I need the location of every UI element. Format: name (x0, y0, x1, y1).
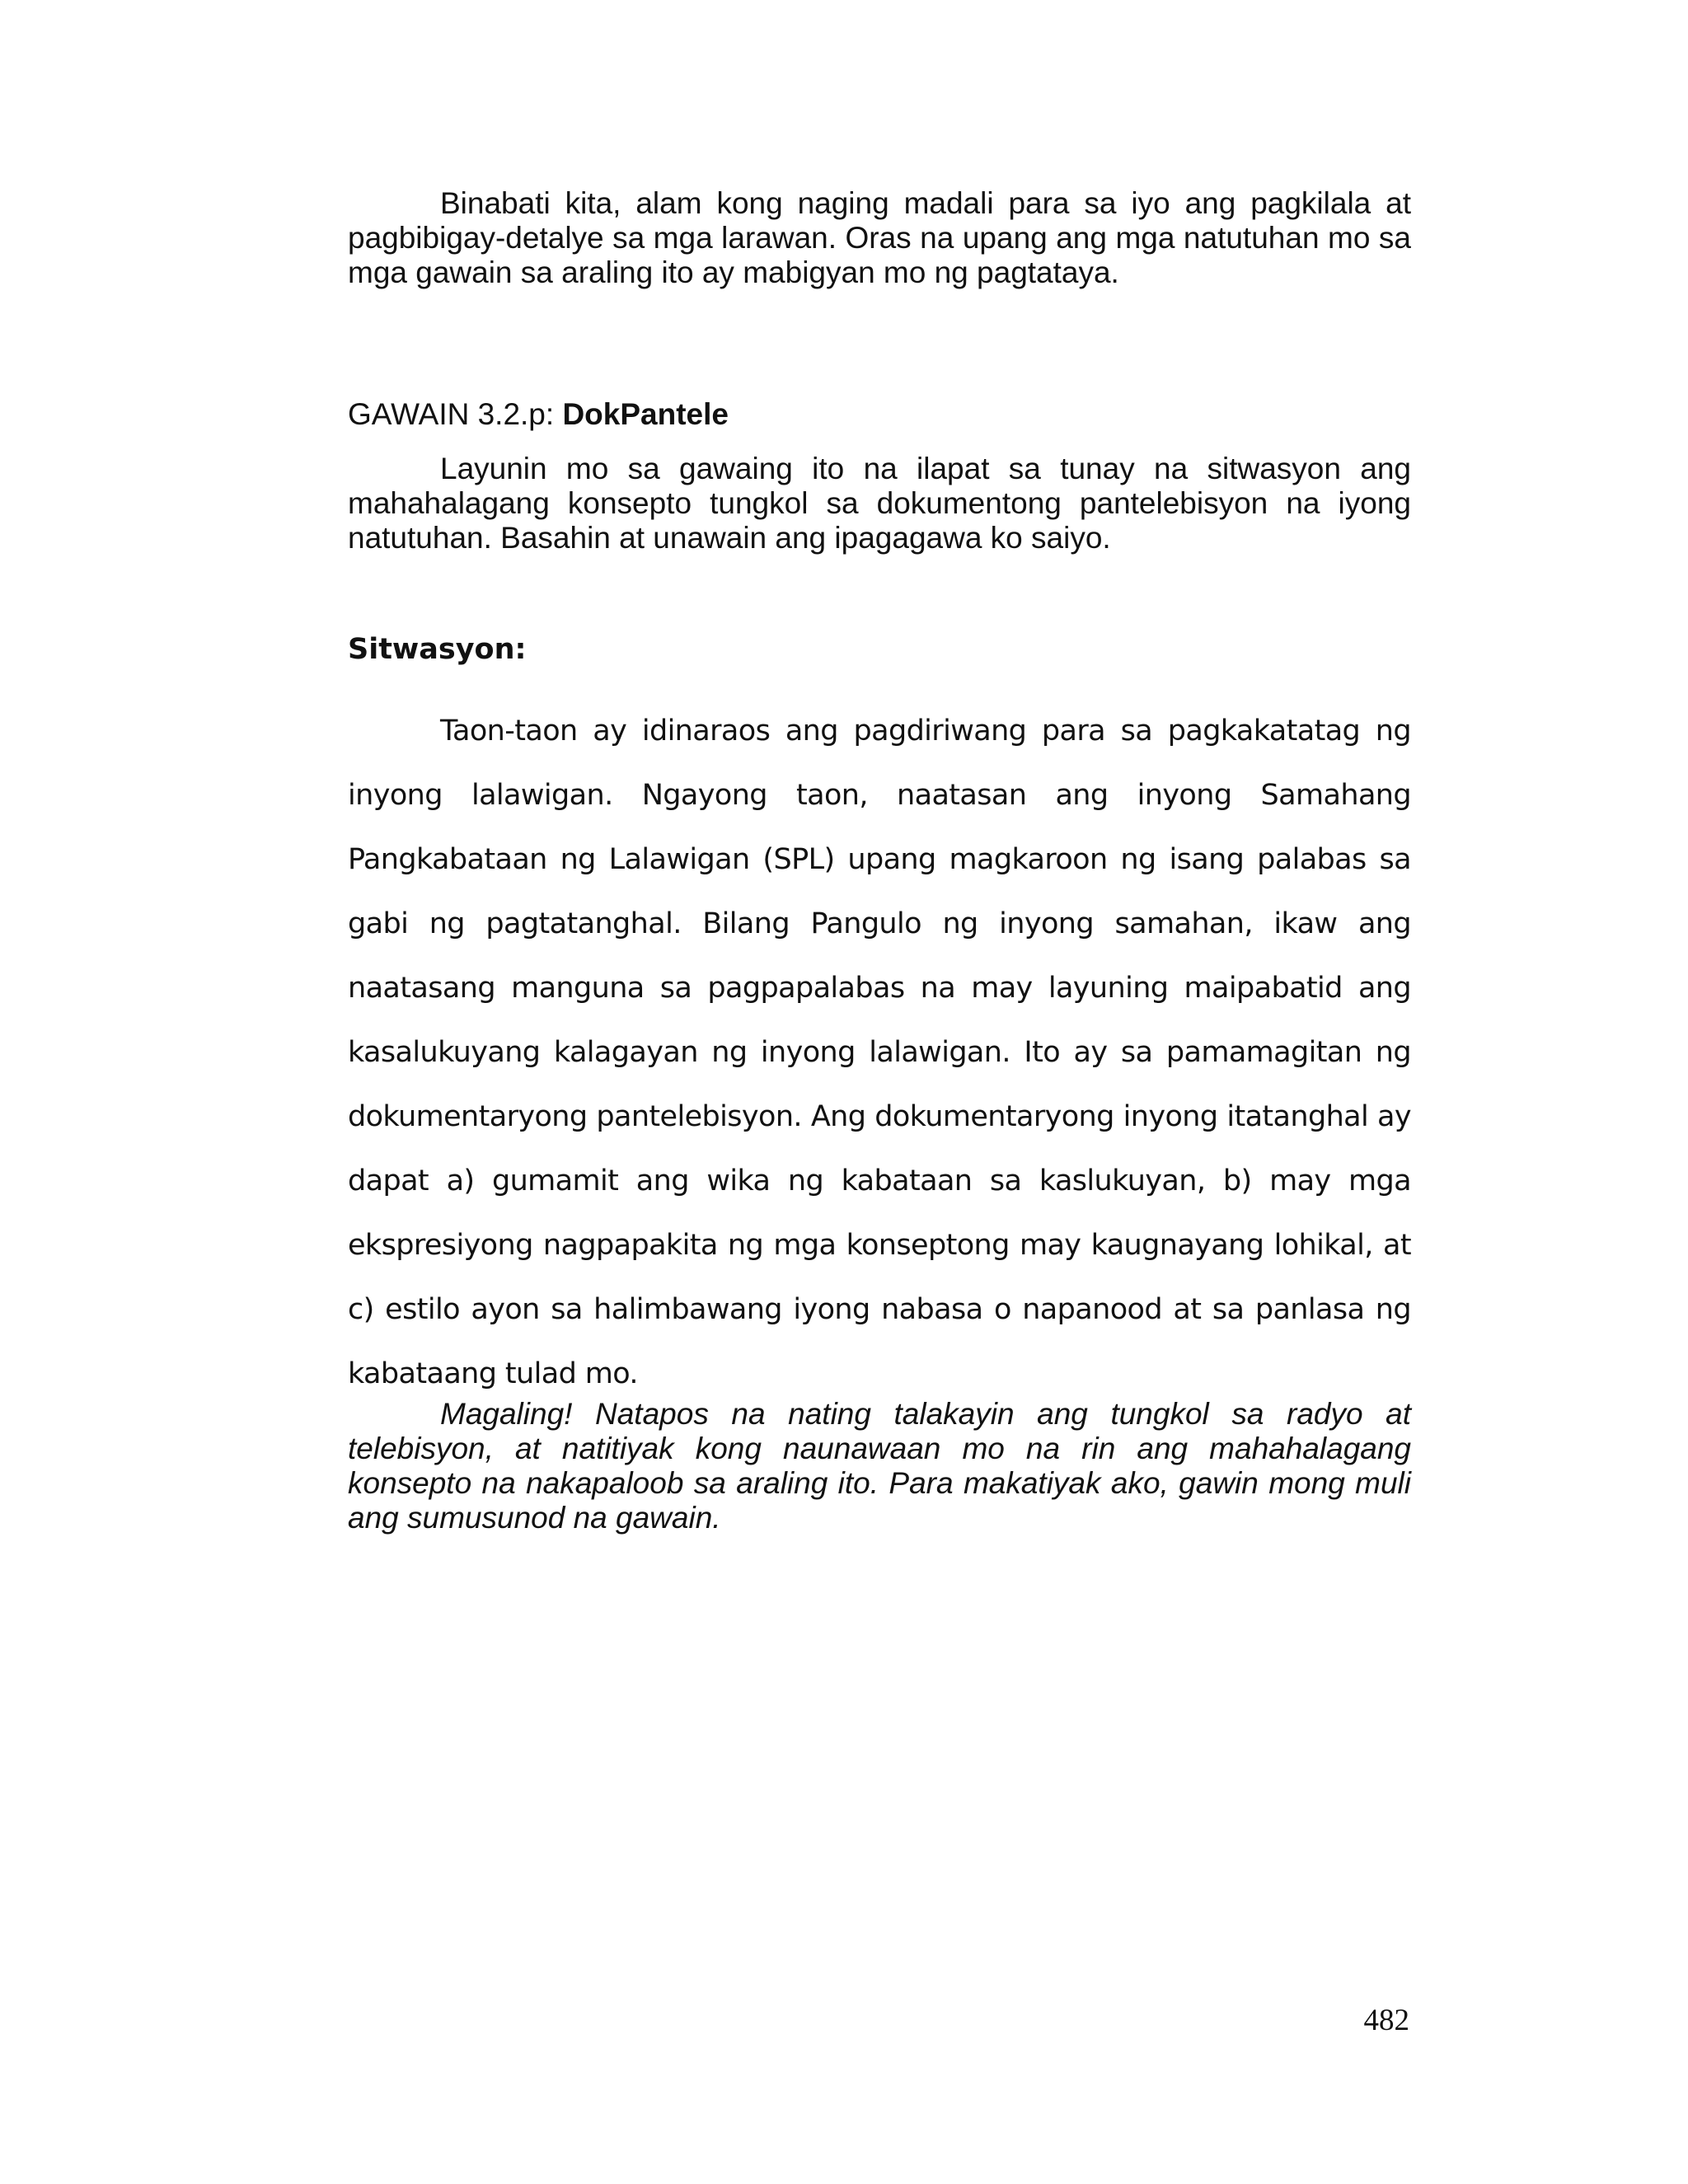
situation-paragraph: Taon-taon ay idinaraos ang pagdiriwang para sa pagkakatatag ng inyong lalawigan. Ngayong taon, naatasan ang inyong Samahang Pangkabataan ng Lalawigan (SPL) upang magkaroon ng isang palabas sa gabi ng pagtatanghal. Bilang Pangulo ng inyong samahan, ikaw ang naatasang manguna sa pagpapalabas na may layuning maipabatid ang kasalukuyang kalagayan ng inyong lalawigan. Ito ay sa pamamagitan ng dokumentaryong pantelebisyon. Ang dokumentaryong inyong itatanghal ay dapat a) gumamit ang wika ng kabataan sa kaslukuyan, b) may mga ekspresiyong nagpapakita ng mga konseptong may kaugnayang lohikal, at c) estilo ayon sa halimbawang iyong nabasa o napanood at sa panlasa ng kabataang tulad mo. (348, 715, 1411, 1390)
gawain-heading (348, 397, 1411, 432)
gawain-label: GAWAIN 3.2.p: (348, 397, 563, 431)
objective-paragraph: Layunin mo sa gawaing ito na ilapat sa tunay na sitwasyon ang mahahalagang konsepto tungkol sa dokumentong pantelebisyon na iyong natutuhan. Basahin at unawain ang ipagagawa ko saiyo. (348, 452, 1411, 555)
page-number: 482 (1363, 2004, 1409, 2037)
closing-paragraph: Magaling! Natapos na nating talakayin ang tungkol sa radyo at telebisyon, at natitiyak kong naunawaan mo na rin ang mahahalagang konsepto na nakapaloob sa araling ito. Para makatiyak ako, gawin mong muli ang sumusunod na gawain. (348, 1397, 1411, 1535)
intro-paragraph: Binabati kita, alam kong naging madali para sa iyo ang pagkilala at pagbibigay-detalye sa mga larawan. Oras na upang ang mga natutuhan mo sa mga gawain sa araling ito ay mabigyan mo ng pagtataya. (348, 186, 1411, 289)
gawain-title: DokPantele (562, 397, 729, 431)
situation-heading: Sitwasyon: (348, 633, 527, 666)
